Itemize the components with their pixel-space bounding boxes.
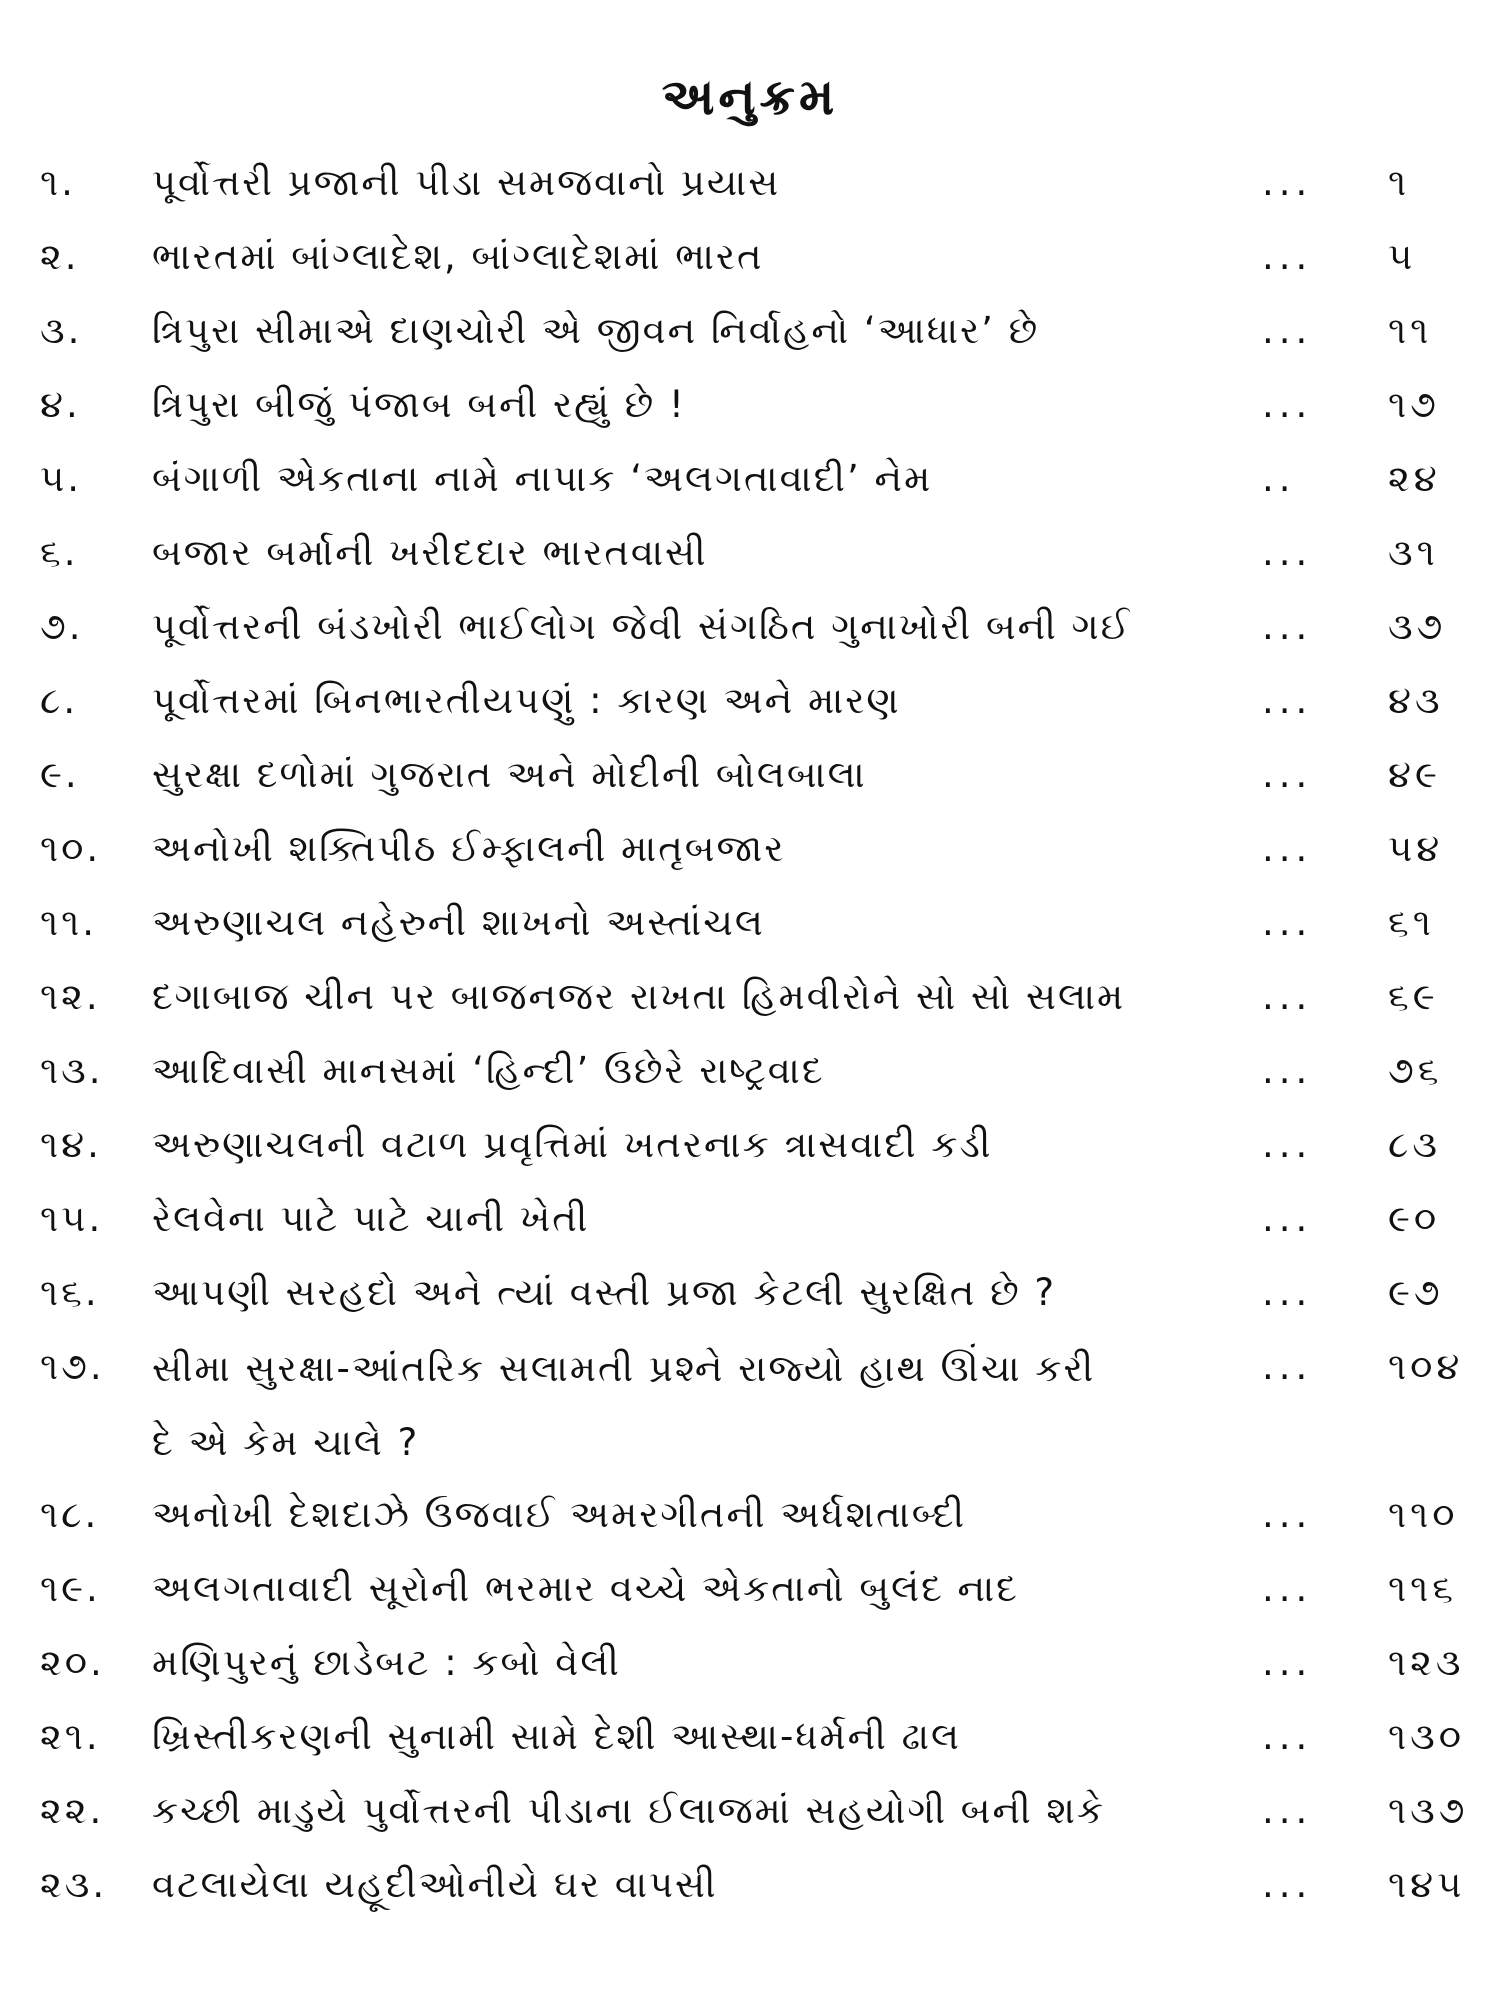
entry-number: ૧૭. (40, 1345, 105, 1388)
entry-number: ૫. (40, 457, 83, 500)
leader-dots: ... (1262, 383, 1313, 426)
toc-entry (0, 814, 1500, 884)
leader-dots: ... (1262, 975, 1313, 1018)
entry-number: ૨૨. (40, 1789, 105, 1832)
entry-title: પૂર્વોત્તરમાં બિનભારતીયપણું : કારણ અને મારણ (152, 679, 901, 722)
entry-title: અનોખી શક્તિપીઠ ઈમ્ફાલની માતૃબજાર (152, 827, 786, 870)
entry-title: દગાબાજ ચીન પર બાજનજર રાખતા હિમવીરોને સો સો સલામ (152, 975, 1126, 1018)
leader-dots: ... (1262, 753, 1313, 796)
entry-title: બજાર બર્માની ખરીદદાર ભારતવાસી (152, 531, 708, 574)
leader-dots: ... (1262, 1493, 1313, 1536)
entry-number: ૨. (40, 235, 80, 278)
leader-dots: ... (1262, 1123, 1313, 1166)
entry-title: મણિપુરનું છાડેબટ : કબો વેલી (152, 1641, 621, 1684)
toc-entry (0, 1480, 1500, 1550)
entry-number: ૧૦. (40, 827, 102, 870)
toc-entry (0, 1110, 1500, 1180)
leader-dots: ... (1262, 679, 1313, 722)
leader-dots: ... (1262, 1567, 1313, 1610)
page-title: અનુક્રમ (661, 68, 839, 126)
entry-title: આદિવાસી માનસમાં ‘હિન્દી’ ઉછેરે રાષ્ટ્રવાદ (152, 1049, 825, 1092)
leader-dots: ... (1262, 1789, 1313, 1832)
entry-page-number: ૧૧૬ (1388, 1567, 1457, 1610)
entry-number: ૧૯. (40, 1567, 101, 1610)
leader-dots: ... (1262, 827, 1313, 870)
entry-number: ૭. (40, 605, 84, 648)
entry-page-number: ૬૯ (1388, 975, 1439, 1018)
entry-page-number: ૨૪ (1388, 457, 1441, 500)
entry-number: ૧૫. (40, 1197, 104, 1240)
entry-page-number: ૬૧ (1388, 901, 1435, 944)
toc-entry (0, 888, 1500, 958)
toc-entry (0, 1184, 1500, 1254)
entry-page-number: ૮૩ (1388, 1123, 1441, 1166)
entry-number: ૩. (40, 309, 83, 352)
toc-entry (0, 1332, 1500, 1480)
entry-title: અરુણાચલ નહેરુની શાખનો અસ્તાંચલ (152, 901, 765, 944)
entry-page-number: ૧૩૭ (1388, 1789, 1469, 1832)
toc-entry (0, 1850, 1500, 1920)
entry-page-number: ૧ (1388, 161, 1411, 204)
entry-title: રેલવેના પાટે પાટે ચાની ખેતી (152, 1197, 590, 1240)
entry-title (152, 1332, 1232, 1480)
entry-title: ત્રિપુરા સીમાએ દાણચોરી એ જીવન નિર્વાહનો ‘આધાર’ છે (152, 309, 1040, 352)
entry-title: વટલાયેલા યહૂદીઓનીયે ઘર વાપસી (152, 1863, 718, 1906)
leader-dots: ... (1262, 1863, 1313, 1906)
entry-number: ૧૮. (40, 1493, 100, 1536)
entry-page-number: ૧૪૫ (1388, 1863, 1466, 1906)
leader-dots: ... (1262, 1197, 1313, 1240)
entry-title: કચ્છી માડુયે પુર્વોત્તરની પીડાના ઈલાજમાં સહયોગી બની શકે (152, 1789, 1106, 1832)
leader-dots: ... (1262, 1049, 1313, 1092)
toc-entry (0, 1702, 1500, 1772)
leader-dots: .. (1262, 457, 1296, 500)
entry-title: પૂર્વોત્તરી પ્રજાની પીડા સમજવાનો પ્રયાસ (152, 161, 781, 204)
entry-title-line-1: સીમા સુરક્ષા-આંતરિક સલામતી પ્રશ્ને રાજ્યો હાથ ઊંચા કરી (152, 1347, 1096, 1390)
entry-number: ૮. (40, 679, 79, 722)
entry-page-number: ૧૩૦ (1388, 1715, 1466, 1758)
entry-title-line-2: દે એ કેમ ચાલે ? (152, 1421, 420, 1464)
entry-number: ૧૧. (40, 901, 98, 944)
entry-page-number: ૩૭ (1388, 605, 1447, 648)
entry-title: ત્રિપુરા બીજું પંજાબ બની રહ્યું છે ! (152, 383, 686, 426)
entry-page-number: ૧૧૦ (1388, 1493, 1459, 1536)
leader-dots: ... (1262, 1715, 1313, 1758)
toc-entry (0, 1776, 1500, 1846)
leader-dots: ... (1262, 901, 1313, 944)
entry-page-number: ૯૦ (1388, 1197, 1441, 1240)
entry-title: આપણી સરહદો અને ત્યાં વસ્તી પ્રજા કેટલી સુરક્ષિત છે ? (152, 1271, 1057, 1314)
toc-entry (0, 740, 1500, 810)
entry-page-number: ૧૨૩ (1388, 1641, 1465, 1684)
entry-page-number: ૧૧ (1388, 309, 1433, 352)
leader-dots: ... (1262, 309, 1313, 352)
toc-entry (0, 222, 1500, 292)
leader-dots: ... (1262, 1345, 1313, 1388)
toc-entry (0, 1554, 1500, 1624)
entry-number: ૧. (40, 161, 76, 204)
entry-title: ખ્રિસ્તીકરણની સુનામી સામે દેશી આસ્થા-ધર્મની ઢાલ (152, 1715, 961, 1758)
entry-number: ૪. (40, 383, 81, 426)
entry-page-number: ૭૬ (1388, 1049, 1443, 1092)
toc-entry (0, 370, 1500, 440)
entry-number: ૧૪. (40, 1123, 102, 1166)
entry-page-number: ૫૪ (1388, 827, 1444, 870)
entry-title: ભારતમાં બાંગ્લાદેશ, બાંગ્લાદેશમાં ભારત (152, 235, 764, 278)
leader-dots: ... (1262, 161, 1313, 204)
entry-number: ૨૧. (40, 1715, 101, 1758)
toc-entry (0, 592, 1500, 662)
entry-page-number: ૧૭ (1388, 383, 1440, 426)
leader-dots: ... (1262, 605, 1313, 648)
toc-entry (0, 444, 1500, 514)
entry-title: સુરક્ષા દળોમાં ગુજરાત અને મોદીની બોલબાલા (152, 753, 867, 796)
entry-number: ૧૬. (40, 1271, 100, 1314)
entry-page-number: ૪૩ (1388, 679, 1444, 722)
entry-number: ૯. (40, 753, 80, 796)
leader-dots: ... (1262, 1641, 1313, 1684)
entry-number: ૨૩. (40, 1863, 108, 1906)
toc-entry (0, 1258, 1500, 1328)
entry-page-number: ૫ (1388, 235, 1417, 278)
toc-entry (0, 666, 1500, 736)
toc-entry (0, 148, 1500, 218)
leader-dots: ... (1262, 235, 1313, 278)
entry-number: ૧૨. (40, 975, 101, 1018)
entry-page-number: ૯૭ (1388, 1271, 1444, 1314)
entry-page-number: ૧૦૪ (1388, 1345, 1464, 1388)
entry-title: અનોખી દેશદાઝે ઉજવાઈ અમરગીતની અર્ધશતાબ્દી (152, 1493, 967, 1536)
entry-number: ૧૩. (40, 1049, 104, 1092)
entry-page-number: ૪૯ (1388, 753, 1441, 796)
entry-title: અલગતાવાદી સૂરોની ભરમાર વચ્ચે એકતાનો બુલંદ નાદ (152, 1567, 1019, 1610)
leader-dots: ... (1262, 531, 1313, 574)
entry-number: ૨૦. (40, 1641, 105, 1684)
entry-number: ૬. (40, 531, 79, 574)
toc-entry (0, 1628, 1500, 1698)
toc-entry (0, 518, 1500, 588)
toc-entry (0, 1036, 1500, 1106)
entry-title: બંગાળી એકતાના નામે નાપાક ‘અલગતાવાદી’ નેમ (152, 457, 933, 500)
entry-page-number: ૩૧ (1388, 531, 1439, 574)
toc-entry (0, 962, 1500, 1032)
entry-title: પૂર્વોત્તરની બંડખોરી ભાઈલોગ જેવી સંગઠિત ગુનાખોરી બની ગઈ (152, 605, 1132, 648)
leader-dots: ... (1262, 1271, 1313, 1314)
entry-title: અરુણાચલની વટાળ પ્રવૃત્તિમાં ખતરનાક ત્રાસવાદી કડી (152, 1123, 993, 1166)
toc-entry (0, 296, 1500, 366)
